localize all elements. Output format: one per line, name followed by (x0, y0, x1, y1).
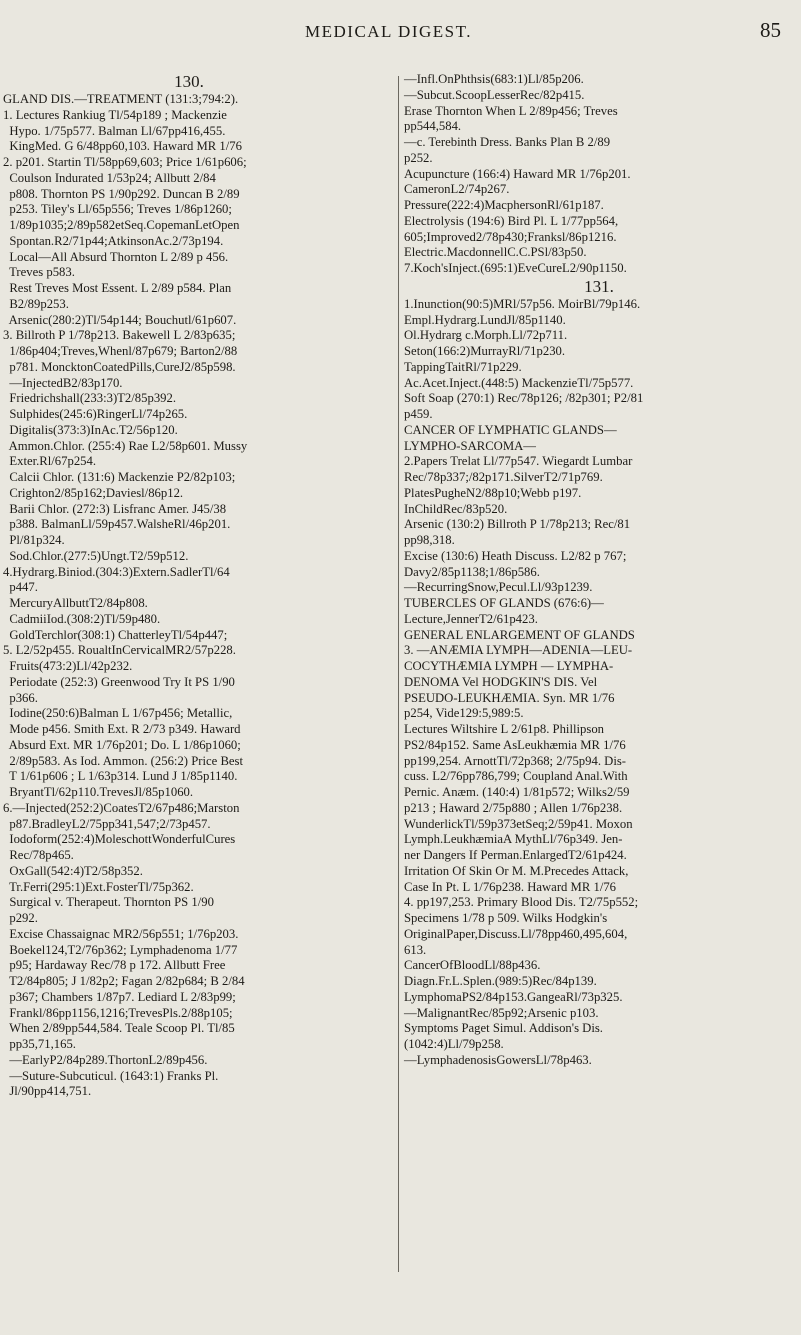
text-line: —EarlyP2/84p289.ThortonL2/89p456. (3, 1052, 208, 1067)
text-line: Crighton2/85p162;Daviesl/86p12. (3, 485, 184, 500)
text-line: 4. pp197,253. Primary Blood Dis. T2/75p552; (404, 895, 639, 910)
left-column-text (3, 92, 395, 1100)
text-line: 5. L2/52p455. RoualtInCervicalMR2/57p228. (3, 643, 236, 658)
text-line: p367; Chambers 1/87p7. Lediard L 2/83p99; (3, 989, 236, 1004)
text-line: Ac.Acet.Inject.(448:5) MackenzieTl/75p577. (404, 375, 634, 390)
text-line: Pressure(222:4)MacphersonRl/61p187. (404, 198, 604, 212)
text-line: Surgical v. Therapeut. Thornton PS 1/90 (3, 895, 214, 910)
text-line: Mode p456. Smith Ext. R 2/73 p349. Haward (3, 722, 241, 736)
text-line: 3. Billroth P 1/78p213. Bakewell L 2/83p635; (3, 328, 236, 343)
text-line: pp544,584. (404, 119, 462, 134)
text-line: Periodate (252:3) Greenwood Try It PS 1/90 (3, 674, 235, 689)
text-line: 1. Lectures Rankiug Tl/54p189 ; Mackenzie (3, 107, 227, 122)
text-line: GoldTerchlor(308:1) ChatterleyTl/54p447; (3, 627, 228, 642)
text-line: p447. (3, 580, 38, 595)
text-line: p254, Vide129:5,989:5. (404, 706, 524, 721)
text-line: CadmiiIod.(308:2)Tl/59p480. (3, 611, 161, 626)
text-line: Ol.Hydrarg c.Morph.Ll/72p711. (404, 328, 568, 343)
text-line: Sulphides(245:6)RingerLl/74p265. (3, 407, 188, 421)
text-line: Barii Chlor. (272:3) Lisfranc Amer. J45/38 (3, 501, 227, 516)
text-line: Pl/81p324. (3, 533, 65, 547)
text-line: Rec/78p465. (3, 848, 74, 862)
text-line: WunderlickTl/59p373etSeq;2/59p41. Moxon (404, 816, 633, 831)
text-line: 7.Koch'sInject.(695:1)EveCureL2/90p1150. (404, 261, 627, 275)
text-line: —RecurringSnow,Pecul.Ll/93p1239. (404, 580, 593, 595)
text-line: Acupuncture (166:4) Haward MR 1/76p201. (404, 166, 631, 181)
text-line: COCYTHÆMIA LYMPH — LYMPHA- (404, 659, 614, 673)
text-line: Jl/90pp414,751. (3, 1084, 92, 1099)
text-line: OxGall(542:4)T2/58p352. (3, 863, 143, 878)
text-line: p459. (404, 407, 433, 421)
text-line: 605;Improved2/78p430;Franksl/86p1216. (404, 229, 617, 244)
text-line: Arsenic (130:2) Billroth P 1/78p213; Rec/81 (404, 517, 631, 532)
text-line: Frankl/86pp1156,1216;TrevesPls.2/88p105; (3, 1005, 233, 1020)
text-line: TUBERCLES OF GLANDS (676:6)— (404, 596, 604, 610)
text-line: 2/89p583. As Iod. Ammon. (256:2) Price Best (3, 753, 243, 768)
text-line: Hypo. 1/75p577. Balman Ll/67pp416,455. (3, 123, 226, 138)
right-column (404, 72, 794, 1069)
text-line: pp35,71,165. (3, 1037, 76, 1051)
text-line: 2. p201. Startin Tl/58pp69,603; Price 1/61p606; (3, 155, 247, 169)
text-line: 6.—Injected(252:2)CoatesT2/67p486;Marston (3, 800, 240, 815)
text-line: p213 ; Haward 2/75p880 ; Allen 1/76p238. (404, 800, 623, 815)
text-line: pp199,254. ArnottTl/72p368; 2/75p94. Dis- (404, 753, 627, 768)
column-divider (398, 76, 399, 1272)
text-line: Tr.Ferri(295:1)Ext.FosterTl/75p362. (3, 879, 194, 894)
text-line: Specimens 1/78 p 509. Wilks Hodgkin's (404, 911, 608, 925)
text-line: Electrolysis (194:6) Bird Pl. L 1/77pp564, (404, 213, 619, 228)
text-line: p253. Tiley's Ll/65p556; Treves 1/86p1260; (3, 202, 232, 217)
text-line: KingMed. G 6/48pp60,103. Haward MR 1/76 (3, 139, 242, 154)
section-number: 131. (584, 276, 614, 296)
text-line: Electric.MacdonnellC.C.PSl/83p50. (404, 245, 587, 260)
text-line: Absurd Ext. MR 1/76p201; Do. L 1/86p1060; (3, 737, 241, 752)
text-line: ner Dangers If Perman.EnlargedT2/61p424. (404, 848, 627, 862)
text-line: p388. BalmanLl/59p457.WalsheRl/46p201. (3, 517, 231, 532)
text-line: BryantTl/62p110.TrevesJl/85p1060. (3, 785, 194, 799)
text-line: Digitalis(373:3)InAc.T2/56p120. (3, 422, 178, 437)
text-line: Seton(166:2)MurrayRl/71p230. (404, 344, 566, 358)
text-line: LYMPHO-SARCOMA— (404, 438, 536, 453)
text-line: Local—All Absurd Thornton L 2/89 p 456. (3, 249, 229, 264)
text-line: 4.Hydrarg.Biniod.(304:3)Extern.SadlerTl/64 (3, 564, 230, 579)
text-line: LymphomaPS2/84p153.GangeaRl/73p325. (404, 989, 623, 1004)
text-line: Fruits(473:2)Ll/42p232. (3, 659, 133, 673)
section-number: 130. (174, 72, 204, 91)
text-line: (1042:4)Ll/79p258. (404, 1037, 504, 1051)
text-line: TappingTaitRl/71p229. (404, 359, 522, 374)
text-line: —MalignantRec/85p92;Arsenic p103. (404, 1005, 599, 1020)
text-line: Empl.Hydrarg.LundJl/85p1140. (404, 312, 566, 327)
text-line: CameronL2/74p267. (404, 182, 510, 197)
text-line: Spontan.R2/71p44;AtkinsonAc.2/73p194. (3, 233, 224, 248)
text-line: Excise (130:6) Heath Discuss. L2/82 p 767; (404, 548, 627, 563)
text-line: GENERAL ENLARGEMENT OF GLANDS (404, 627, 635, 642)
text-line: Lymph.LeukhæmiaA MythLl/76p349. Jen- (404, 832, 623, 847)
text-line: 3. —ANÆMIA LYMPH—ADENIA—LEU- (404, 643, 633, 658)
running-title: MEDICAL DIGEST. (305, 22, 472, 41)
right-column-text-bottom (404, 297, 794, 1069)
text-line: p252. (404, 150, 433, 165)
text-line: Exter.Rl/67p254. (3, 454, 97, 469)
text-line: —LymphadenosisGowersLl/78p463. (404, 1052, 592, 1067)
text-line: —Subcut.ScoopLesserRec/82p415. (404, 87, 585, 102)
text-line: PSEUDO-LEUKHÆMIA. Syn. MR 1/76 (404, 690, 615, 705)
text-line: PS2/84p152. Same AsLeukhæmia MR 1/76 (404, 737, 626, 752)
text-line: 1/89p1035;2/89p582etSeq.CopemanLetOpen (3, 218, 240, 232)
text-line: T 1/61p606 ; L 1/63p314. Lund J 1/85p1140. (3, 769, 238, 784)
text-line: Iodine(250:6)Balman L 1/67p456; Metallic, (3, 706, 233, 721)
text-line: Pernic. Anæm. (140:4) 1/81p572; Wilks2/59 (404, 785, 630, 799)
text-line: Symptoms Paget Simul. Addison's Dis. (404, 1021, 603, 1036)
text-line: p87.BradleyL2/75pp341,547;2/73p457. (3, 816, 211, 831)
text-line: Friedrichshall(233:3)T2/85p392. (3, 391, 177, 406)
text-line: —InjectedB2/83p170. (3, 375, 123, 390)
text-line: p366. (3, 690, 38, 705)
text-line: PlatesPugheN2/88p10;Webb p197. (404, 485, 582, 500)
text-line: Davy2/85p1138;1/86p586. (404, 564, 540, 579)
text-line: Lecture,JennerT2/61p423. (404, 611, 538, 626)
text-line: CANCER OF LYMPHATIC GLANDS— (404, 422, 617, 437)
text-line: Irritation Of Skin Or M. M.Precedes Attack, (404, 863, 629, 878)
text-line: 613. (404, 942, 427, 957)
text-line: CancerOfBloodLl/88p436. (404, 958, 541, 973)
text-line: Excise Chassaignac MR2/56p551; 1/76p203. (3, 926, 239, 941)
text-line: p292. (3, 911, 38, 925)
text-line: p808. Thornton PS 1/90p292. Duncan B 2/89 (3, 186, 240, 201)
text-line: p95; Hardaway Rec/78 p 172. Allbutt Free (3, 958, 226, 973)
right-column-text-top (404, 72, 794, 277)
text-line: p781. MoncktonCoatedPills,CureJ2/85p598. (3, 359, 236, 374)
text-line: 1/86p404;Treves,Whenl/87p679; Barton2/88 (3, 344, 238, 358)
page-header (0, 18, 801, 44)
text-line: Sod.Chlor.(277:5)Ungt.T2/59p512. (3, 548, 189, 563)
text-line: Treves p583. (3, 265, 75, 280)
text-line: Boekel124,T2/76p362; Lymphadenoma 1/77 (3, 942, 238, 957)
text-line: Rest Treves Most Essent. L 2/89 p584. Plan (3, 281, 232, 295)
text-line: —c. Terebinth Dress. Banks Plan B 2/89 (404, 135, 611, 149)
text-line: Case In Pt. L 1/76p238. Haward MR 1/76 (404, 879, 617, 894)
text-line: Lectures Wiltshire L 2/61p8. Phillipson (404, 722, 605, 736)
text-line: Rec/78p337;/82p171.SilverT2/71p769. (404, 470, 603, 484)
text-line: Ammon.Chlor. (255:4) Rae L2/58p601. Mussy (3, 438, 248, 453)
text-line: OriginalPaper,Discuss.Ll/78pp460,495,604, (404, 926, 628, 941)
text-line: pp98,318. (404, 533, 455, 547)
text-line: MercuryAllbuttT2/84p808. (3, 596, 148, 610)
left-column (3, 72, 395, 1100)
text-line: Erase Thornton When L 2/89p456; Treves (404, 103, 618, 118)
text-line: When 2/89pp544,584. Teale Scoop Pl. Tl/85 (3, 1021, 235, 1036)
text-line: T2/84p805; J 1/82p2; Fagan 2/82p684; B 2/84 (3, 974, 245, 988)
text-line: —Suture-Subcuticul. (1643:1) Franks Pl. (3, 1068, 219, 1083)
page-number: 85 (760, 18, 781, 42)
text-line: InChildRec/83p520. (404, 501, 508, 516)
text-line: Arsenic(280:2)Tl/54p144; Bouchutl/61p607. (3, 312, 237, 327)
text-line: 2.Papers Trelat Ll/77p547. Wiegardt Lumbar (404, 454, 633, 469)
text-line: Coulson Indurated 1/53p24; Allbutt 2/84 (3, 170, 216, 185)
text-line: GLAND DIS.—TREATMENT (131:3;794:2). (3, 92, 239, 106)
text-line: DENOMA Vel HODGKIN'S DIS. Vel (404, 674, 598, 689)
text-line: Soft Soap (270:1) Rec/78p126; /82p301; P2/81 (404, 391, 644, 406)
text-line: 1.Inunction(90:5)MRl/57p56. MoirBl/79p146. (404, 296, 641, 311)
text-line: Iodoform(252:4)MoleschottWonderfulCures (3, 832, 236, 847)
text-line: B2/89p253. (3, 296, 69, 311)
text-line: Diagn.Fr.L.Splen.(989:5)Rec/84p139. (404, 974, 597, 988)
text-line: —Infl.OnPhthsis(683:1)Ll/85p206. (404, 72, 584, 86)
text-line: Calcii Chlor. (131:6) Mackenzie P2/82p103; (3, 470, 236, 484)
text-line: cuss. L2/76pp786,799; Coupland Anal.With (404, 769, 628, 784)
